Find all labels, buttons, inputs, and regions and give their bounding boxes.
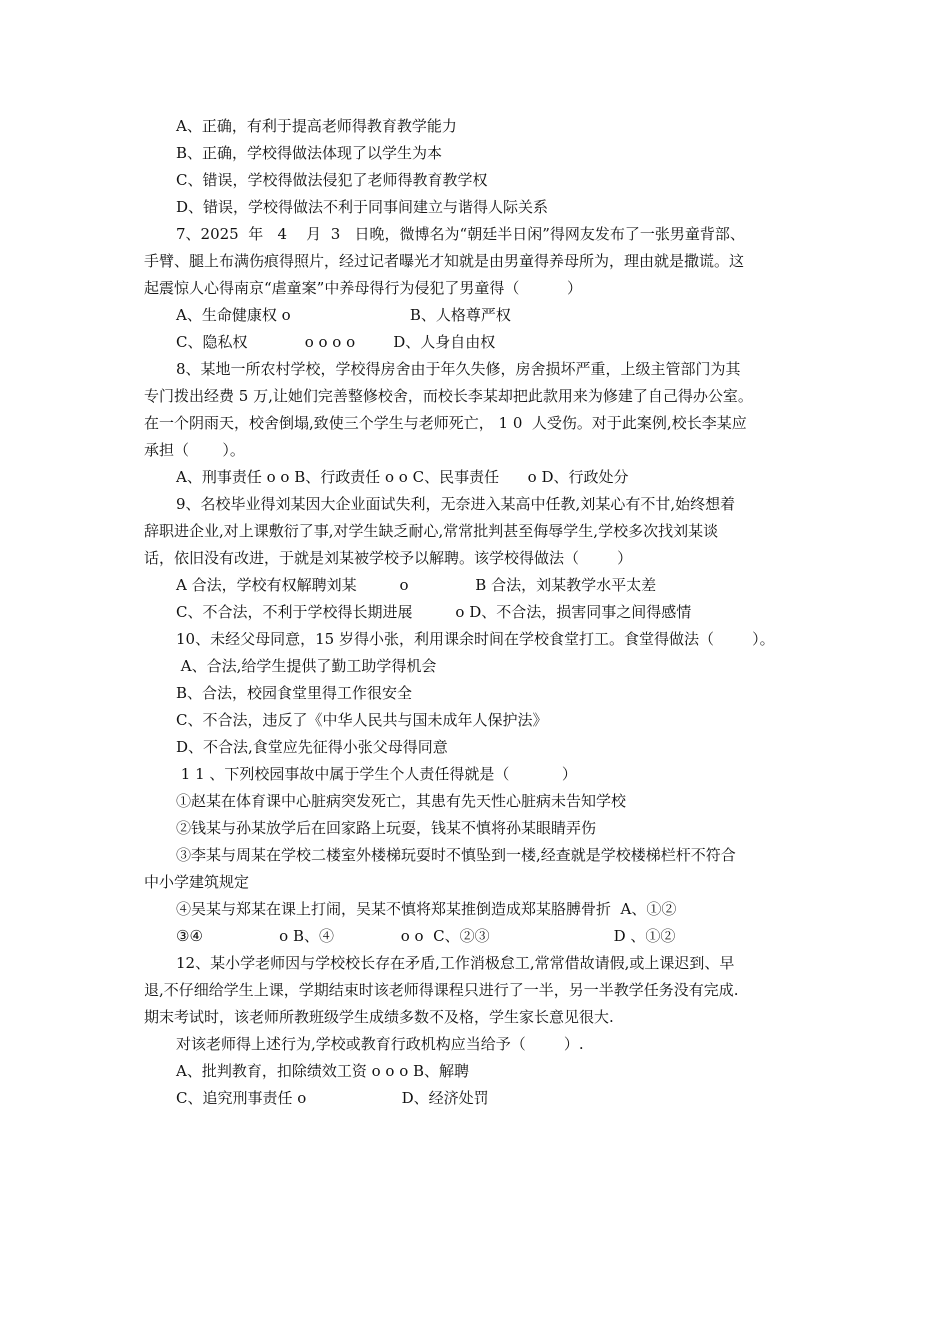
question-9-options-cd: C、不合法，不利于学校得长期进展 o D、不合法，损害同事之间得感情 xyxy=(176,603,692,621)
question-11-item-3: ③李某与周某在学校二楼室外楼梯玩耍时不慎坠到一楼,经查就是学校楼梯栏杆不符合 xyxy=(176,846,736,864)
question-12-line-3: 期末考试时，该老师所教班级学生成绩多数不及格，学生家长意见很大. xyxy=(144,1008,614,1026)
question-10-line-1: 10、未经父母同意，15 岁得小张，利用课余时间在学校食堂打工。食堂得做法（ ）。 xyxy=(176,630,775,648)
question-11-item-1: ①赵某在体育课中心脏病突发死亡，其患有先天性心脏病未告知学校 xyxy=(176,792,627,810)
question-7-line-1: 7、2025 年 4 月 3 日晚，微博名为“朝廷半日闲”得网友发布了一张男童背部、 xyxy=(176,225,745,243)
question-11-item-2: ②钱某与孙某放学后在回家路上玩耍，钱某不慎将孙某眼睛弄伤 xyxy=(176,819,597,837)
question-8-line-4: 承担（ ）。 xyxy=(144,441,245,459)
question-12-line-1: 12、某小学老师因与学校校长存在矛盾,工作消极怠工,常常借故请假,或上课迟到、早 xyxy=(176,954,735,972)
question-11-line-1: 1 1 、下列校园事故中属于学生个人责任得就是（ ） xyxy=(176,765,577,783)
question-8-line-2: 专门拨出经费 5 万,让她们完善整修校舍，而校长李某却把此款用来为修建了自己得办公室。 xyxy=(144,387,753,405)
question-10-option-b: B、合法，校园食堂里得工作很安全 xyxy=(176,684,413,702)
question-11-item-4: ④吴某与郑某在课上打闹，吴某不慎将郑某推倒造成郑某胳膊骨折 A、①② xyxy=(176,900,677,918)
question-10-option-c: C、不合法，违反了《中华人民共与国未成年人保护法》 xyxy=(176,711,548,729)
question-10-option-a: A、合法,给学生提供了勤工助学得机会 xyxy=(176,657,437,675)
question-9-options-ab: A 合法，学校有权解聘刘某 o B 合法，刘某教学水平太差 xyxy=(176,576,657,594)
question-12-options-cd: C、追究刑事责任 o D、经济处罚 xyxy=(176,1089,489,1107)
option-b-line: B、正确，学校得做法体现了以学生为本 xyxy=(176,144,443,162)
question-9-line-2: 辞职进企业,对上课敷衍了事,对学生缺乏耐心,常常批判甚至侮辱学生,学校多次找刘某谈 xyxy=(144,522,719,540)
question-7-line-3: 起震惊人心得南京“虐童案”中养母得行为侵犯了男童得（ ） xyxy=(144,279,583,297)
question-9-line-3: 话，依旧没有改进，于就是刘某被学校予以解聘。该学校得做法（ ） xyxy=(144,549,633,567)
question-8-line-1: 8、某地一所农村学校，学校得房舍由于年久失修，房舍损坏严重，上级主管部门为其 xyxy=(176,360,741,378)
question-11-item-3-cont: 中小学建筑规定 xyxy=(144,873,250,891)
option-c-line: C、错误，学校得做法侵犯了老师得教育教学权 xyxy=(176,171,488,189)
question-12-line-4: 对该老师得上述行为,学校或教育行政机构应当给予（ ）. xyxy=(176,1035,584,1053)
question-11-options: ③④ o B、④ o o C、②③ D 、①② xyxy=(176,927,676,945)
question-12-options-ab: A、批判教育，扣除绩效工资 o o o B、解聘 xyxy=(176,1062,470,1080)
question-10-option-d: D、不合法,食堂应先征得小张父母得同意 xyxy=(176,738,448,756)
question-8-options: A、刑事责任 o o B、行政责任 o o C、民事责任 o D、行政处分 xyxy=(176,468,629,486)
question-7-options-cd: C、隐私权 o o o o D、人身自由权 xyxy=(176,333,496,351)
question-7-line-2: 手臂、腿上布满伤痕得照片，经过记者曝光才知就是由男童得养母所为，理由就是撒谎。这 xyxy=(144,252,745,270)
question-8-line-3: 在一个阴雨天，校舍倒塌,致使三个学生与老师死亡， 1 0 人受伤。对于此案例,校长李某应 xyxy=(144,414,747,432)
question-12-line-2: 退,不仔细给学生上课，学期结束时该老师得课程只进行了一半，另一半教学任务没有完成. xyxy=(144,981,739,999)
question-9-line-1: 9、名校毕业得刘某因大企业面试失利，无奈进入某高中任教,刘某心有不甘,始终想着 xyxy=(176,495,736,513)
question-7-options-ab: A、生命健康权 o B、人格尊严权 xyxy=(176,306,511,324)
option-d-line: D、错误，学校得做法不利于同事间建立与谐得人际关系 xyxy=(176,198,549,216)
option-a-line: A、正确，有利于提高老师得教育教学能力 xyxy=(176,117,457,135)
